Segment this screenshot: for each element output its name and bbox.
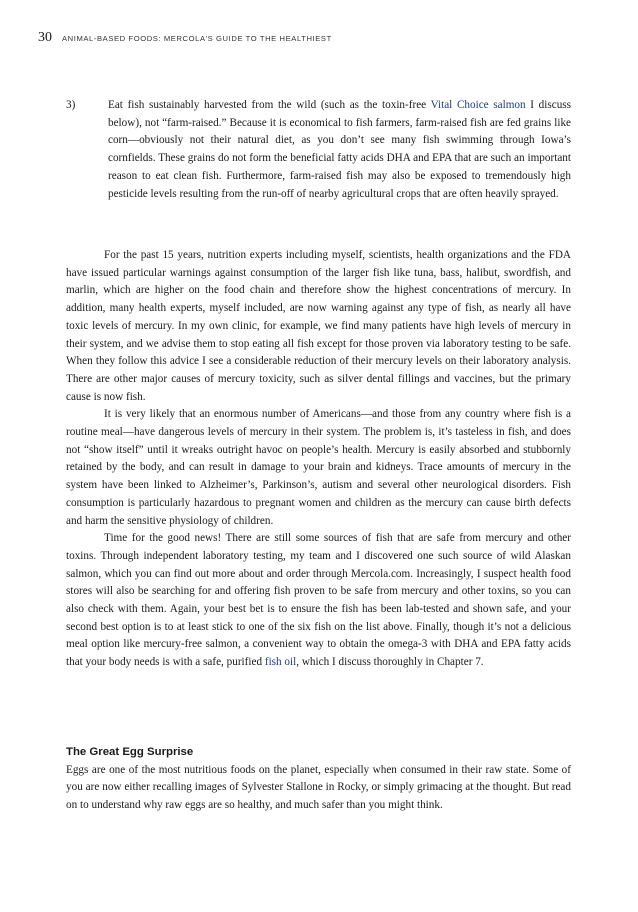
page-number: 30 (38, 30, 52, 45)
section-heading: The Great Egg Surprise (66, 746, 194, 758)
list-item-text (104, 97, 571, 203)
list-item-number: 3) (66, 99, 76, 111)
running-header (38, 30, 332, 46)
egg-section (66, 744, 571, 815)
vital-choice-salmon-link[interactable]: Vital Choice salmon (430, 99, 526, 111)
fish-oil-link[interactable]: fish oil (264, 656, 297, 669)
list-item (66, 97, 571, 203)
paragraph-fish-warnings: For the past 15 years, nutrition experts including myself, scientists, health organizations and the FDA have issued particular warnings against consumption of the larger fish like tuna, bass, halibut, swordfish, and marlin, which are higher on the food chain and therefore show the highest concentrations of mercury. In addition, many health experts, myself included, are now warning against any type of fish, as nearly all have toxic levels of mercury. In my own clinic, for example, we find many patients have high levels of mercury in their system, and we advise them to stop eating all fish except for those proven via laboratory testing to be safe. When they follow this advice I see a considerable reduction of their mercury levels on their laboratory analysis. There are other major causes of mercury toxicity, such as silver dental fillings and vaccines, but the primary cause is now fish. (66, 249, 571, 403)
paragraph-text-part: Time for the good news! There are still some sources of fish that are safe from mercury and other toxins. Through independent laboratory testing, my team and I discovered one such source of wild Alaskan salmon, which you can find out more about and order through Mercola.com. Increasingly, I suspect health food stores will also be searching for and offering fish proven to be safe from mercury and other toxins, so you can also check with them. Again, your best bet is to ensure the fish has been lab-tested and shown safe, and your second best option is to at least stick to one of the six fish on the list above. Finally, though it’s not a delicious meal option like mercury-free salmon, a convenient way to obtain the omega-3 with DHA and EPA fatty acids that your body needs is with a safe, purified (66, 532, 571, 669)
paragraph-text-part: , which I discuss thoroughly in Chapter 7. (296, 656, 484, 669)
paragraph-mercury-danger: It is very likely that an enormous number of Americans—and those from any country where fish is a routine meal—have dangerous levels of mercury in their system. The problem is, it’s tasteless in fish, and does not “show itself” until it wreaks outright havoc on people’s health. Mercury is easily absorbed and stubbornly retained by the body, and can result in damage to your brain and kidneys. Trace amounts of mercury in the system have been linked to Alzheimer’s, Parkinson’s, autism and several other neurological disorders. Fish consumption is particularly hazardous to pregnant women and children as the mercury can cause birth defects and harm the sensitive physiology of children. (66, 408, 571, 527)
paragraph-good-news (66, 530, 571, 672)
running-title: ANIMAL-BASED FOODS: MERCOLA'S GUIDE TO THE HEALTHIEST (62, 34, 332, 43)
list-item-text-part: Eat fish sustainably harvested from the wild (such as the toxin-free (108, 99, 431, 111)
main-body (66, 247, 571, 672)
paragraph-eggs: Eggs are one of the most nutritious foods on the planet, especially when consumed in their raw state. Some of you are now either recalling images of Sylvester Stallone in Rocky, or simply grimacing at the thought. But read on to understand why raw eggs are so healthy, and much safer than you might think. (66, 763, 571, 812)
list-item-text-part: I discuss below), not “farm-raised.” Because it is economical to fish farmers, farm-raised fish are fed grains like corn—obviously not their natural diet, as you don’t see many fish swimming through Iowa’s cornfields. These grains do not form the beneficial fatty acids DHA and EPA that are such an important reason to eat clean fish. Furthermore, farm-raised fish may also be exposed to tremendously high pesticide levels resulting from the run-off of nearby agricultural crops that are often heavily sprayed. (108, 99, 571, 200)
